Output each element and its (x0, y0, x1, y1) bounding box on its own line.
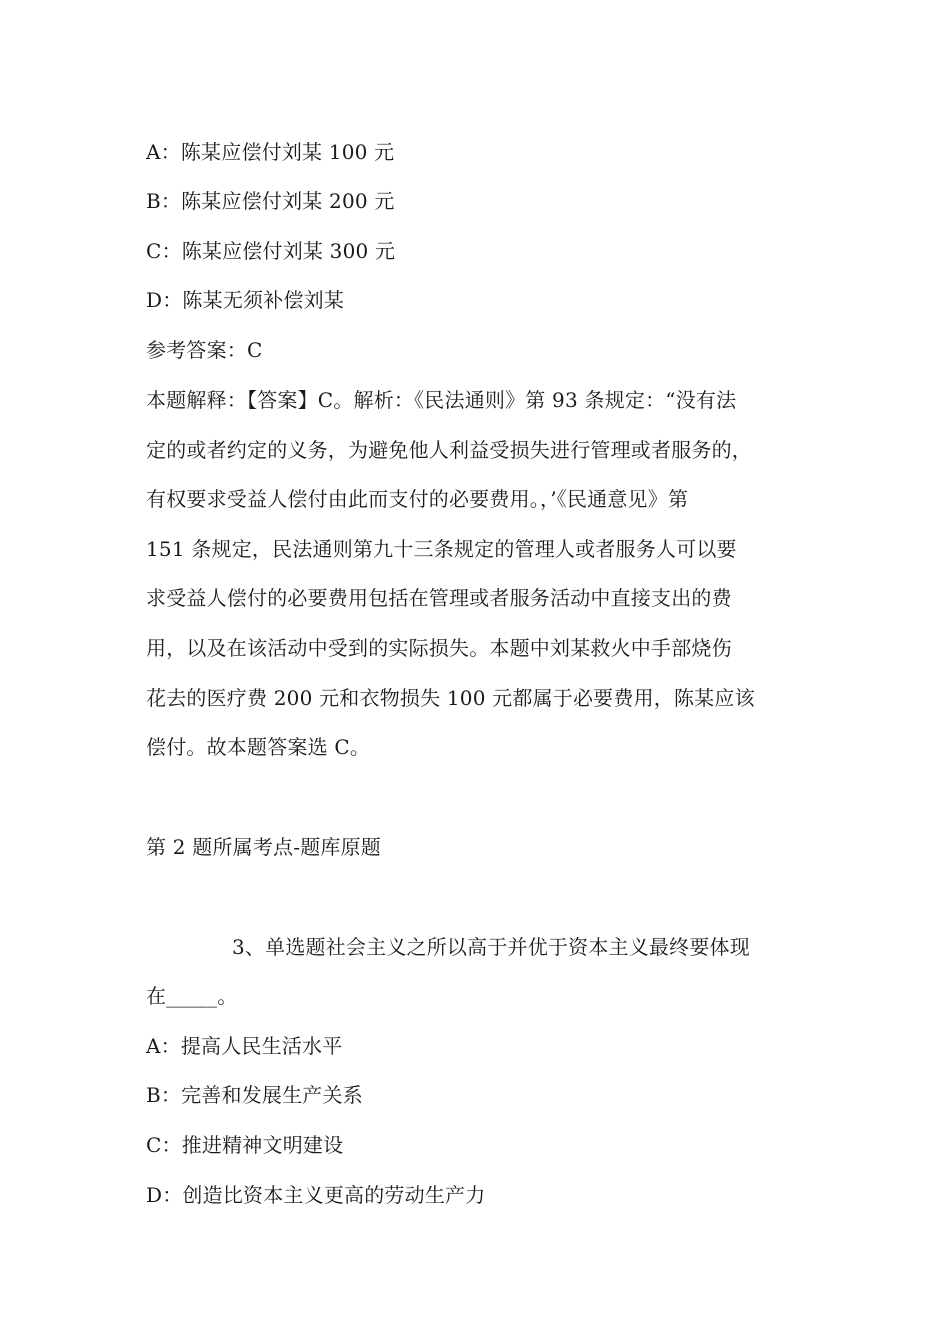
q2-option-c: C：陈某应偿付刘某 300 元 (146, 239, 396, 263)
q3-option-c: C：推进精神文明建设 (146, 1133, 344, 1157)
q2-answer: 参考答案：C (146, 338, 263, 362)
q3-option-d: D：创造比资本主义更高的劳动生产力 (146, 1183, 486, 1207)
q2-option-d: D：陈某无须补偿刘某 (146, 288, 345, 312)
q2-explanation-line: 有权要求受益人偿付由此而支付的必要费用。，’《民通意见》第 (146, 487, 689, 511)
q2-topic: 第 2 题所属考点-题库原题 (146, 835, 381, 859)
q2-explanation-line: 用，以及在该活动中受到的实际损失。本题中刘某救火中手部烧伤 (146, 636, 732, 660)
q3-stem: 3、单选题社会主义之所以高于并优于资本主义最终要体现 (232, 935, 750, 959)
q2-option-b: B：陈某应偿付刘某 200 元 (146, 189, 395, 213)
q2-explanation-line: 求受益人偿付的必要费用包括在管理或者服务活动中直接支出的费 (146, 586, 732, 610)
q2-explanation-line: 本题解释：【答案】C。解析：《民法通则》第 93 条规定：“没有法 (146, 388, 737, 412)
q2-explanation-line: 151 条规定，民法通则第九十三条规定的管理人或者服务人可以要 (146, 537, 737, 561)
q2-option-a: A：陈某应偿付刘某 100 元 (146, 140, 395, 164)
q2-explanation-line: 偿付。故本题答案选 C。 (146, 735, 371, 759)
q2-explanation-line: 花去的医疗费 200 元和衣物损失 100 元都属于必要费用，陈某应该 (146, 686, 755, 710)
q3-option-b: B：完善和发展生产关系 (146, 1083, 363, 1107)
q3-option-a: A：提高人民生活水平 (146, 1034, 343, 1058)
q2-explanation-line: 定的或者约定的义务，为避免他人利益受损失进行管理或者服务的， (146, 438, 752, 462)
q3-stem-continuation: 在_____。 (146, 984, 238, 1008)
